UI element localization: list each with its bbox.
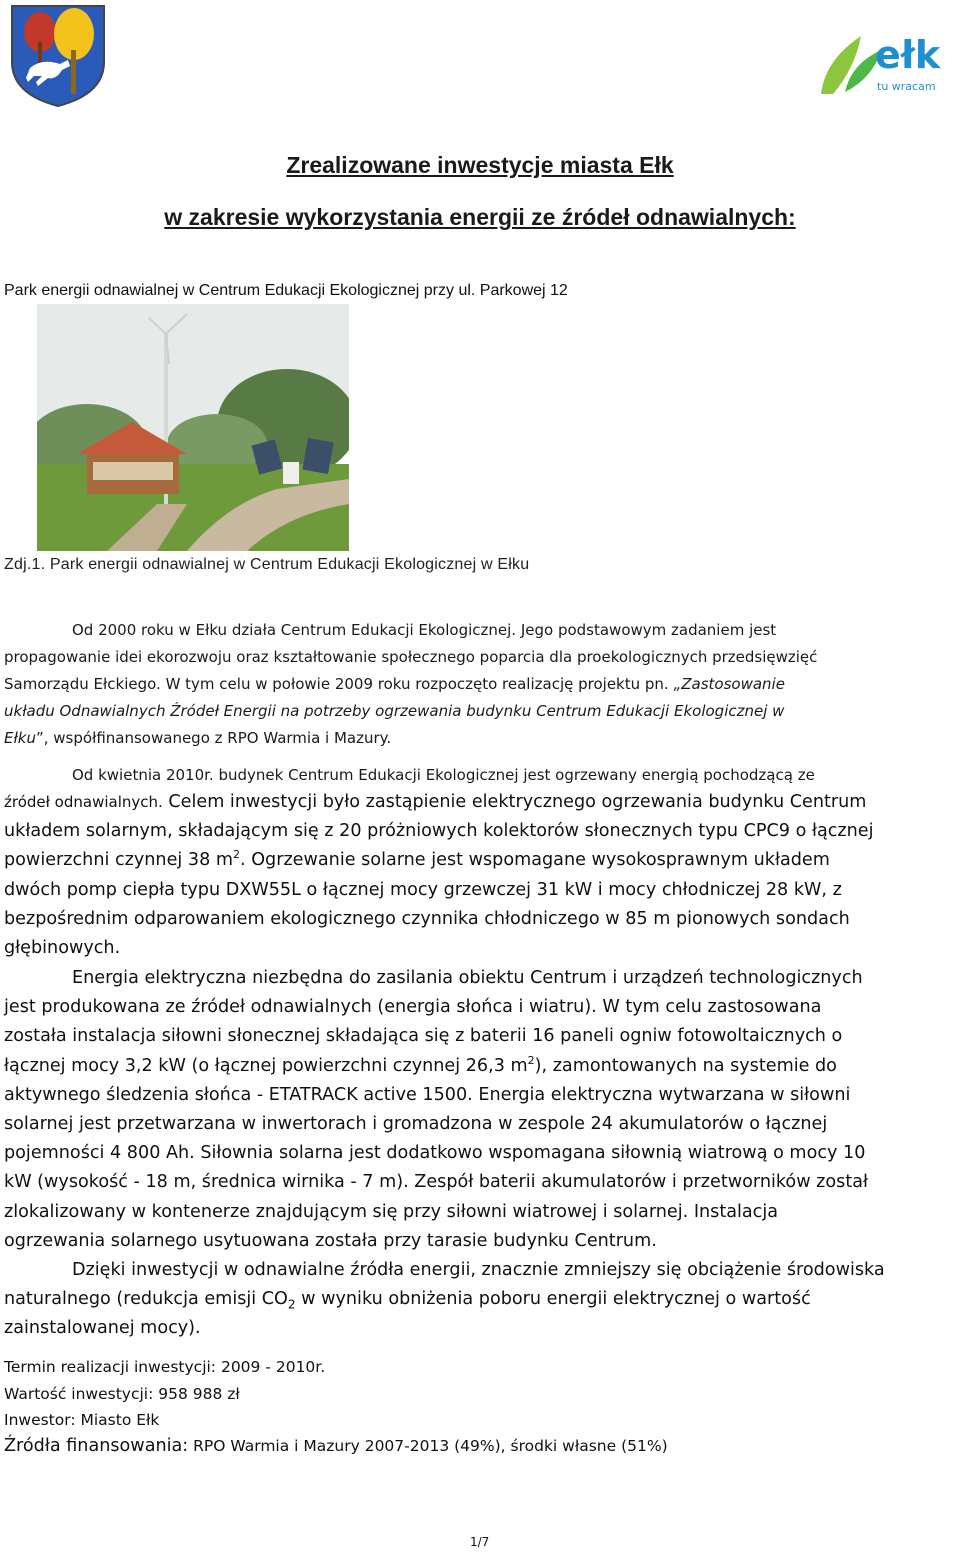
paragraph-1: Od 2000 roku w Ełku działa Centrum Edukacji Ekologicznej. Jego podstawowym zadaniem jest propagowanie idei ekorozwoju oraz kształtowanie społecznego poparcia dla proekologicznych przedsięwzięć Samorządu Ełckiego. W tym celu w połowie 2009 roku rozpoczęto realizację projektu pn. „Zastosowanie układu Odnawialnych Źródeł Energii na potrzeby ogrzewania budynku Centrum Edukacji Ekologicznej w Ełku”, współfinansowanego z RPO Warmia i Mazury. bbox=[4, 621, 818, 747]
page-title-line2: w zakresie wykorzystania energii ze źródeł odnawialnych: bbox=[164, 204, 796, 230]
zrodla-finansowania: Źródła finansowania: RPO Warmia i Mazury 2007-2013 (49%), środki własne (51%) bbox=[4, 1436, 668, 1456]
logo-tagline: tu wracam bbox=[877, 80, 936, 93]
photo-caption: Zdj.1. Park energii odnawialnej w Centrum Edukacji Ekologicznej w Ełku bbox=[4, 556, 530, 573]
elk-city-logo-icon bbox=[815, 14, 950, 106]
coat-of-arms-icon bbox=[8, 2, 108, 108]
inwestor: Inwestor: Miasto Ełk bbox=[4, 1411, 160, 1429]
page-number: 1/7 bbox=[470, 1535, 490, 1549]
paragraph-2-line1: Od kwietnia 2010r. budynek Centrum Edukacji Ekologicznej jest ogrzewany energią pochodzącą ze bbox=[72, 766, 815, 784]
paragraph-4: Dzięki inwestycji w odnawialne źródła energii, znacznie zmniejszy się obciążenie środowiska naturalnego (redukcja emisji $CO_2$ w wyniku obniżenia poboru energii elektrycznej o wartość zainstalowanej mocy). bbox=[4, 1260, 885, 1339]
paragraph-3: Energia elektryczna niezbędna do zasilania obiektu Centrum i urządzeń technologicznych jest produkowana ze źródeł odnawialnych (energia słońca i wiatru). W tym celu zastosowana została instalacja siłowni słonecznej składająca się z baterii 16 paneli ogniw fotowoltaicznych o łącznej mocy 3,2 kW (o łącznej powierzchni czynnej 26,3 $m^2$), zamontowanych na systemie do aktywnego śledzenia słońca - ETATRACK active 1500. Energia elektryczna wytwarzana w siłowni solarnej jest przetwarzana w inwertorach i gromadzona w zespole 24 akumulatorów o łącznej pojemności 4 800 Ah. Siłownia solarna jest dodatkowo wspomagana siłownią wiatrową o mocy 10 kW (wysokość - 18 m, średnica wirnika - 7 m). Zespół baterii akumulatorów i przetworników został zlokalizowany w kontenerze znajdującym się przy siłowni wiatrowej i solarnej. Instalacja ogrzewania solarnego usytuowana została przy tarasie budynku Centrum. bbox=[4, 968, 869, 1251]
termin-realizacji: Termin realizacji inwestycji: 2009 - 2010r. bbox=[4, 1358, 326, 1376]
section-subtitle: Park energii odnawialnej w Centrum Edukacji Ekologicznej przy ul. Parkowej 12 bbox=[4, 282, 568, 299]
park-photo bbox=[37, 304, 349, 551]
wartosc-inwestycji: Wartość inwestycji: 958 988 zł bbox=[4, 1385, 240, 1403]
paragraph-2: źródeł odnawialnych. Celem inwestycji było zastąpienie elektrycznego ogrzewania budynku Centrum układem solarnym, składającym się z 20 próżniowych kolektorów słonecznych typu CPC9 o łącznej powierzchni czynnej 38 $m^2$. Ogrzewanie solarne jest wspomagane wysokosprawnym układem dwóch pomp ciepła typu DXW55L o łącznej mocy grzewczej 31 kW i mocy chłodniczej 28 kW, z bezpośrednim odparowaniem ekologicznego czynnika chłodniczego w 85 m pionowych sondach głębinowych. bbox=[4, 792, 874, 959]
svg-text:ełk: ełk bbox=[875, 33, 941, 77]
page-title: Zrealizowane inwestycje miasta Ełk bbox=[286, 152, 674, 178]
